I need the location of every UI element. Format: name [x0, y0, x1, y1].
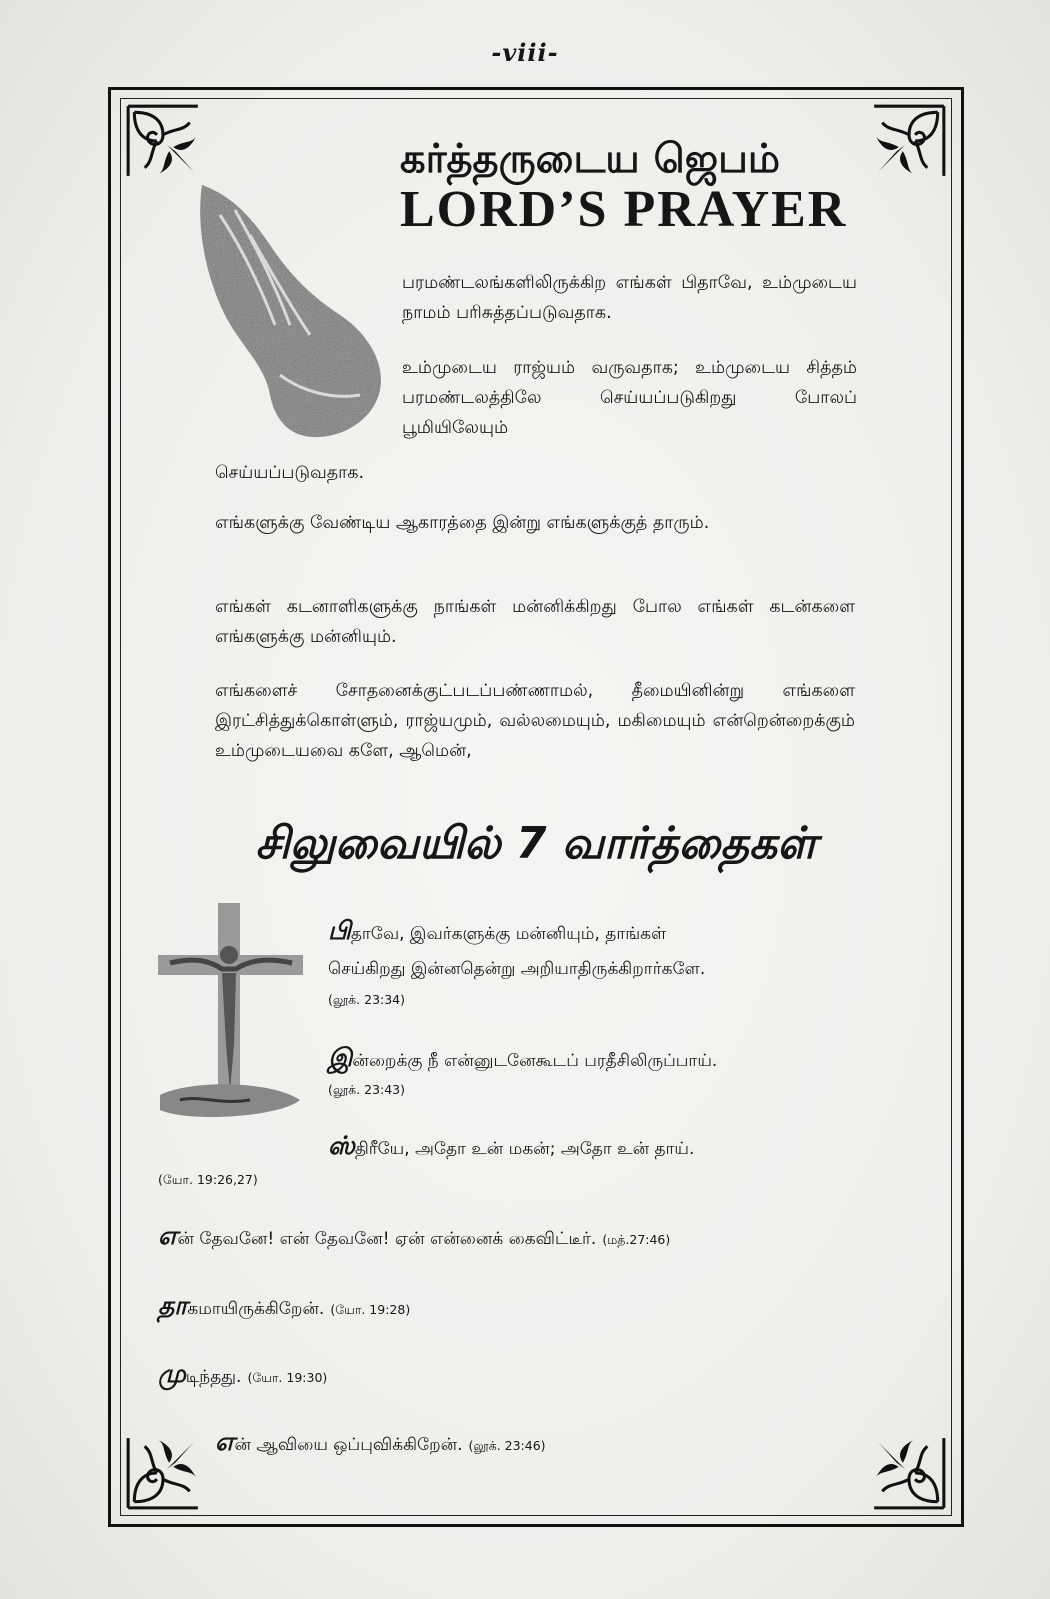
bible-reference: (யோ. 19:28)	[330, 1302, 411, 1317]
prayer-title-tamil: கர்த்தருடைய ஜெபம்	[400, 135, 781, 182]
praying-hands-icon	[180, 175, 395, 445]
prayer-paragraph-1: பரமண்டலங்களிலிருக்கிற எங்கள் பிதாவே, உம்முடைய நாமம் பரிசுத்தப்படுவதாக.	[402, 273, 857, 323]
seven-word-1	[328, 915, 666, 950]
bible-reference: (லூக். 23:43)	[328, 1082, 406, 1097]
prayer-paragraph-5: எங்களைச் சோதனைக்குட்படப்பண்ணாமல், தீமையினின்று எங்களை இரட்சித்துக்கொள்ளும், ராஜ்யமும், வல்லமையும், மகிமையும் என்றென்றைக்கும் உம்முடையவை களே, ஆமென்,	[215, 681, 855, 761]
word-initial: ஸ்	[328, 1131, 355, 1160]
prayer-title-english: LORD’S PRAYER	[400, 181, 848, 238]
seven-word-4	[158, 1220, 670, 1256]
prayer-paragraph-2: உம்முடைய ராஜ்யம் வருவதாக; உம்முடைய சித்தம் பரமண்டலத்திலே செய்யப்படுகிறது போலப் பூமியிலேயும்	[402, 358, 857, 438]
word-text: திரீயே, அதோ உன் மகன்; அதோ உன் தாய்.	[354, 1139, 695, 1159]
word-initial: இ	[328, 1043, 353, 1072]
word-initial: மு	[158, 1359, 186, 1388]
corner-ornament-icon	[122, 100, 204, 182]
corner-ornament-icon	[868, 100, 950, 182]
seven-word-5	[158, 1290, 410, 1326]
corner-ornament-icon	[868, 1432, 950, 1514]
prayer-paragraph-2-continued: செய்யப்படுவதாக.	[215, 463, 365, 483]
seven-word-6	[158, 1358, 327, 1394]
word-text: கமாயிருக்கிறேன்.	[187, 1299, 325, 1319]
seven-word-2	[328, 1042, 717, 1077]
word-text: டிந்தது.	[185, 1367, 242, 1387]
word-text: தாவே, இவர்களுக்கு மன்னியும், தாங்கள்	[350, 924, 667, 944]
bible-reference: (யோ. 19:30)	[247, 1370, 328, 1385]
bible-reference: (யோ. 19:26,27)	[158, 1172, 258, 1187]
seven-word-3	[328, 1130, 694, 1165]
prayer-paragraph-3: எங்களுக்கு வேண்டிய ஆகாரத்தை இன்று எங்களுக்குத் தாரும்.	[215, 513, 710, 533]
crucifix-icon	[150, 895, 310, 1135]
seven-word-1-continued: செய்கிறது இன்னதென்று அறியாதிருக்கிறார்களே.	[328, 959, 706, 979]
bible-reference: (லூக். 23:34)	[328, 992, 406, 1007]
word-text: ன்றைக்கு நீ என்னுடனேகூடப் பரதீசிலிருப்பாய்.	[352, 1051, 718, 1071]
word-initial: பி	[328, 916, 351, 945]
prayer-paragraph-4: எங்கள் கடனாளிகளுக்கு நாங்கள் மன்னிக்கிறது போல எங்கள் கடன்களை எங்களுக்கு மன்னியும்.	[215, 597, 855, 647]
word-initial: தா	[158, 1291, 188, 1320]
bible-reference: (மத்.27:46)	[602, 1232, 671, 1247]
seven-words-title: சிலுவையில் 7 வார்த்தைகள்	[255, 818, 817, 869]
seven-word-7	[215, 1426, 546, 1462]
bible-reference: (லூக். 23:46)	[468, 1438, 546, 1453]
word-text: ன் ஆவியை ஒப்புவிக்கிறேன்.	[234, 1435, 463, 1455]
corner-ornament-icon	[122, 1432, 204, 1514]
word-text: ன் தேவனே! என் தேவனே! ஏன் என்னைக் கைவிட்டீர்.	[177, 1229, 597, 1249]
word-initial: எ	[158, 1221, 178, 1250]
page-number: -viii-	[491, 38, 559, 67]
word-initial: எ	[215, 1427, 235, 1456]
